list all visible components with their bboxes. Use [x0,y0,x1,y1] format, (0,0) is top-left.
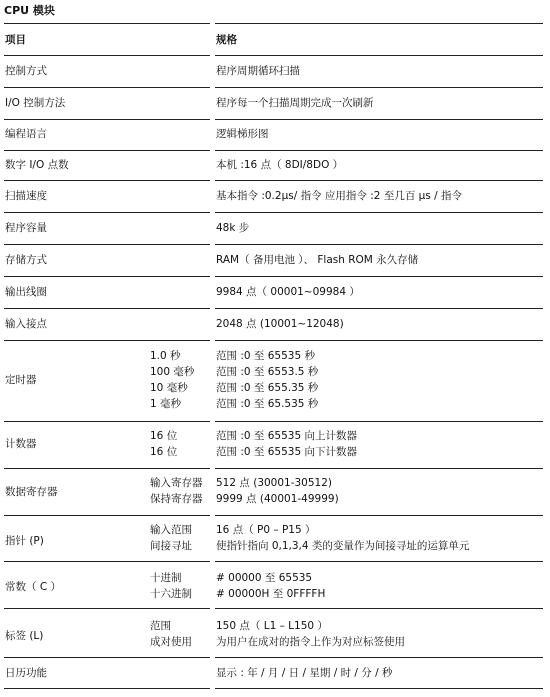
sub-label: 范围 [150,620,171,632]
row-sub-labels [150,522,192,554]
divider [215,150,543,151]
row-sub-labels [150,428,177,460]
spec-line: # 00000 至 65535 [216,572,313,584]
divider [215,608,543,609]
row-item: 输入接点 [5,318,47,330]
divider [4,308,210,309]
spec-line: 范围 :0 至 65.535 秒 [216,398,319,410]
divider [215,119,543,120]
row-item: 数字 I/O 点数 [5,159,69,171]
sub-label: 10 毫秒 [150,382,188,394]
row-spec-lines [216,475,339,507]
row-spec: 48k 步 [216,222,250,234]
row-item: 计数器 [5,438,37,450]
header-item: 项目 [5,34,26,46]
divider [215,688,543,689]
divider [4,87,210,88]
row-sub-labels [150,348,194,412]
divider [215,561,543,562]
row-spec: 逻辑梯形图 [216,128,269,140]
row-sub-labels [150,475,203,507]
row-spec: RAM（ 备用电池 ）、 Flash ROM 永久存储 [216,254,419,266]
row-spec: 程序周期循环扫描 [216,65,300,77]
row-item: 编程语言 [5,128,47,140]
divider [215,468,543,469]
divider [215,340,543,341]
row-spec: 2048 点 (10001~12048) [216,318,344,330]
row-spec: 本机 :16 点（ 8DI/8DO ） [216,159,344,171]
row-item: 存储方式 [5,254,47,266]
divider [4,150,210,151]
row-item: 定时器 [5,374,37,386]
divider [215,180,543,181]
row-sub-labels [150,618,192,650]
sub-label: 1.0 秒 [150,350,181,362]
divider [4,276,210,277]
divider [215,657,543,658]
header-spec: 规格 [216,34,237,46]
spec-line: # 00000H 至 0FFFFH [216,588,326,600]
row-spec: 程序每一个扫描周期完成一次刷新 [216,97,374,109]
divider [215,244,543,245]
spec-line: 9999 点 (40001-49999) [216,493,339,505]
divider [4,244,210,245]
divider [4,180,210,181]
sub-label: 输入范围 [150,524,192,536]
row-item: I/O 控制方法 [5,97,66,109]
sub-label: 1 毫秒 [150,398,182,410]
divider [4,340,210,341]
divider [4,515,210,516]
spec-line: 范围 :0 至 65535 向下计数器 [216,446,357,458]
row-item: 指针 (P) [5,535,44,547]
divider [4,421,210,422]
spec-line: 范围 :0 至 6553.5 秒 [216,366,319,378]
row-spec: 9984 点（ 00001~09984 ） [216,286,360,298]
row-sub-labels [150,570,192,602]
divider [215,55,543,56]
divider [4,688,210,689]
row-spec-lines [216,570,325,602]
spec-line: 使指针指向 0,1,3,4 类的变量作为间接寻址的运算单元 [216,540,470,552]
spec-line: 150 点（ L1 – L150 ） [216,620,328,632]
spec-line: 范围 :0 至 655.35 秒 [216,382,319,394]
divider [4,561,210,562]
divider [215,23,543,24]
row-spec-lines [216,428,357,460]
row-spec-lines [216,522,469,554]
document-title: CPU 模块 [4,4,55,17]
row-item: 日历功能 [5,667,47,679]
sub-label: 100 毫秒 [150,366,195,378]
row-spec: 显示 : 年 / 月 / 日 / 星期 / 时 / 分 / 秒 [216,667,393,679]
divider [215,515,543,516]
row-spec-lines [216,618,405,650]
sub-label: 间接寻址 [150,540,192,552]
row-item: 扫描速度 [5,190,47,202]
divider [4,657,210,658]
row-item: 数据寄存器 [5,486,58,498]
sub-label: 保持寄存器 [150,493,203,505]
divider [4,119,210,120]
divider [4,212,210,213]
spec-line: 为用户在成对的指令上作为对应标签使用 [216,636,405,648]
row-item: 标签 (L) [5,630,44,642]
divider [215,87,543,88]
row-item: 输出线圈 [5,286,47,298]
divider [215,212,543,213]
divider [4,55,210,56]
divider [215,421,543,422]
sub-label: 输入寄存器 [150,477,203,489]
spec-line: 16 点（ P0 – P15 ） [216,524,316,536]
spec-line: 范围 :0 至 65535 秒 [216,350,315,362]
divider [215,308,543,309]
sub-label: 成对使用 [150,636,192,648]
row-item: 常数（ C ） [5,581,62,593]
divider [215,276,543,277]
spec-line: 512 点 (30001-30512) [216,477,333,489]
row-spec-lines [216,348,318,412]
divider [4,23,210,24]
divider [4,608,210,609]
sub-label: 16 位 [150,430,178,442]
spec-line: 范围 :0 至 65535 向上计数器 [216,430,357,442]
sub-label: 16 位 [150,446,178,458]
row-item: 控制方式 [5,65,47,77]
divider [4,468,210,469]
sub-label: 十六进制 [150,588,192,600]
row-spec: 基本指令 :0.2μs/ 指令 应用指令 :2 至几百 μs / 指令 [216,190,463,202]
row-item: 程序容量 [5,222,47,234]
sub-label: 十进制 [150,572,182,584]
